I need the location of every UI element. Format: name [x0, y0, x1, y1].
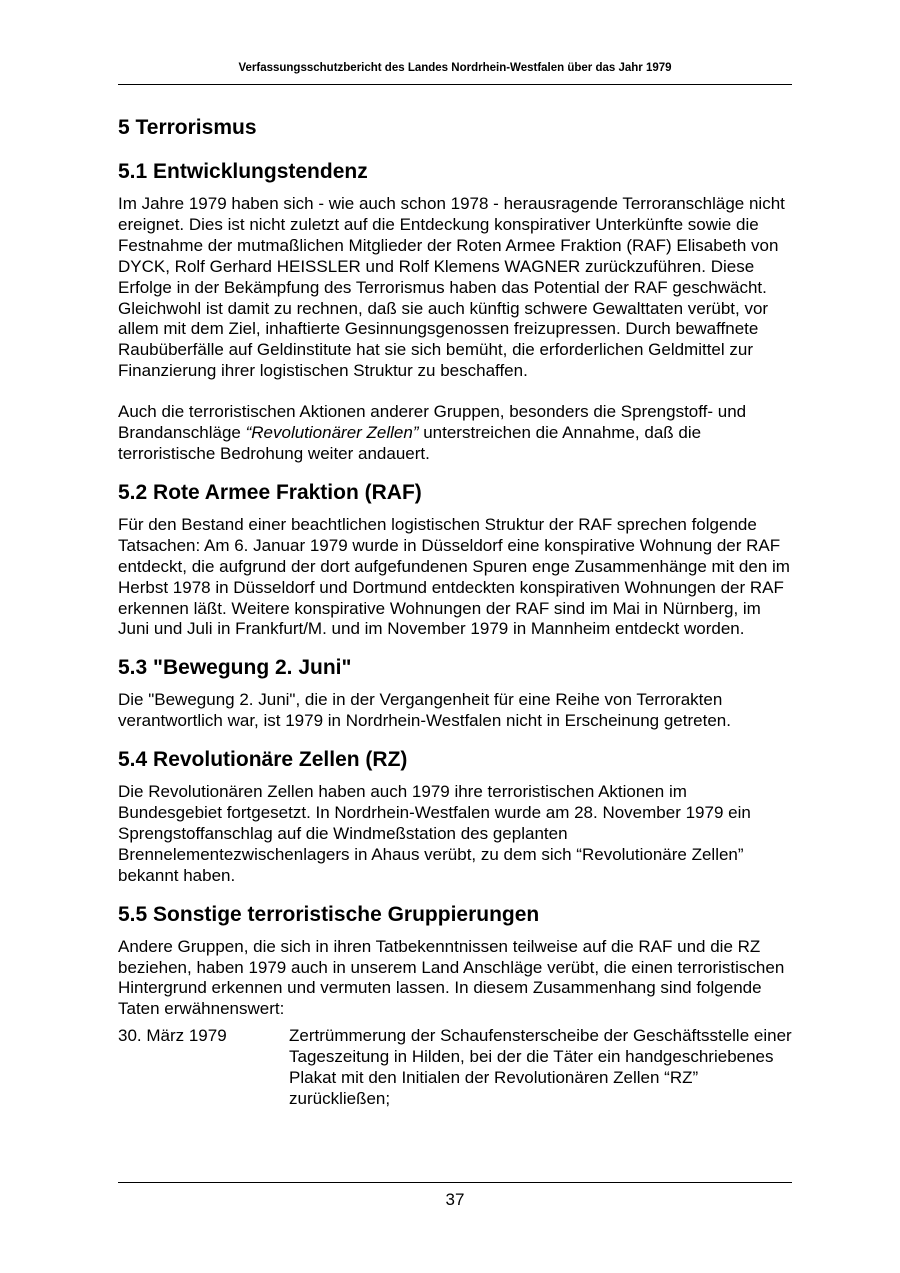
event-entry [118, 1026, 792, 1110]
event-date: 30. März 1979 [118, 1026, 227, 1046]
header-rule [118, 84, 792, 85]
section-5-3-paragraph: Die "Bewegung 2. Juni", die in der Vergangenheit für eine Reihe von Terrorakten verantwortlich war, ist 1979 in Nordrhein-Westfalen nicht in Erscheinung getreten. [118, 690, 731, 731]
section-title-5-5: 5.5 Sonstige terroristische Gruppierungen [118, 902, 540, 926]
section-5-5-paragraph: Andere Gruppen, die sich in ihren Tatbekenntnissen teilweise auf die RAF und die RZ beziehen, haben 1979 auch in unserem Land Anschläge verübt, die einen terroristischen Hintergrund erkennen und vermuten lassen. In diesem Zusammenhang sind folgende Taten erwähnenswert: [118, 936, 785, 1019]
section-title-5-1: 5.1 Entwicklungstendenz [118, 160, 368, 183]
section-5-1-paragraph-1: Im Jahre 1979 haben sich - wie auch schon 1978 - herausragende Terroranschläge nicht ereignet. Dies ist nicht zuletzt auf die Entdeckung konspirativer Unterkünfte sowie die Festnahme der mutmaßlichen Mitglieder der Roten Armee Fraktion (RAF) Elisabeth von DYCK, Rolf Gerhard HEISSLER und Rolf Klemens WAGNER zurückzuführen. Diese Erfolge in der Bekämpfung des Terrorismus haben das Potential der RAF geschwächt. Gleichwohl ist damit zu rechnen, daß sie auch künftig schwere Gewalttaten verübt, vor allem mit dem Ziel, inhaftierte Gesinnungsgenossen freizupressen. Durch bewaffnete Raubüberfälle auf Geldinstitute hat sie sich bemüht, die erforderlichen Geldmittel zur Finanzierung ihrer logistischen Struktur zu beschaffen. [118, 194, 785, 381]
event-description: Zertrümmerung der Schaufensterscheibe der Geschäftsstelle einer Tageszeitung in Hilden, bei der die Täter ein handgeschriebenes Plakat mit den Initialen der Revolutionären Zellen “RZ” zurückließen; [289, 1026, 792, 1108]
section-title-5-4: 5.4 Revolutionäre Zellen (RZ) [118, 748, 408, 772]
paragraph-text: unterstreichen die Annahme, daß die terroristische Bedrohung weiter andauert. [118, 423, 702, 463]
section-5-2-paragraph: Für den Bestand einer beachtlichen logistischen Struktur der RAF sprechen folgende Tatsachen: Am 6. Januar 1979 wurde in Düsseldorf eine konspirative Wohnung der RAF entdeckt, die aufgrund der dort aufgefundenen Spuren enge Zusammenhänge mit den im Herbst 1978 in Düsseldorf und Dortmund entdeckten konspirativen Wohnungen der RAF erkennen läßt. Weitere konspirative Wohnungen der RAF sind im Mai in Nürnberg, im Juni und Juli in Frankfurt/M. und im November 1979 in Mannheim entdeckt worden. [118, 514, 790, 639]
section-title-5-2: 5.2 Rote Armee Fraktion (RAF) [118, 480, 422, 504]
chapter-title: 5 Terrorismus [118, 116, 257, 139]
emphasized-text: “Revolutionärer Zellen” [245, 423, 419, 443]
section-5-1-paragraph-2 [118, 402, 792, 465]
footer-rule [118, 1182, 792, 1183]
section-5-4-paragraph: Die Revolutionären Zellen haben auch 1979 ihre terroristischen Aktionen im Bundesgebiet fortgesetzt. In Nordrhein-Westfalen wurde am 28. November 1979 ein Sprengstoffanschlag auf die Windmeßstation des geplanten Brennelementezwischenlagers in Ahaus verübt, zu dem sich “Revolutionäre Zellen” bekannt haben. [118, 782, 751, 885]
page-content [118, 114, 792, 1110]
running-header: Verfassungsschutzbericht des Landes Nordrhein-Westfalen über das Jahr 1979 [238, 62, 672, 74]
section-title-5-3: 5.3 "Bewegung 2. Juni" [118, 656, 352, 680]
paragraph-text: Auch die terroristischen Aktionen anderer Gruppen, besonders die Sprengstoff- und Brandanschläge [118, 402, 747, 443]
page-number: 37 [445, 1190, 465, 1209]
